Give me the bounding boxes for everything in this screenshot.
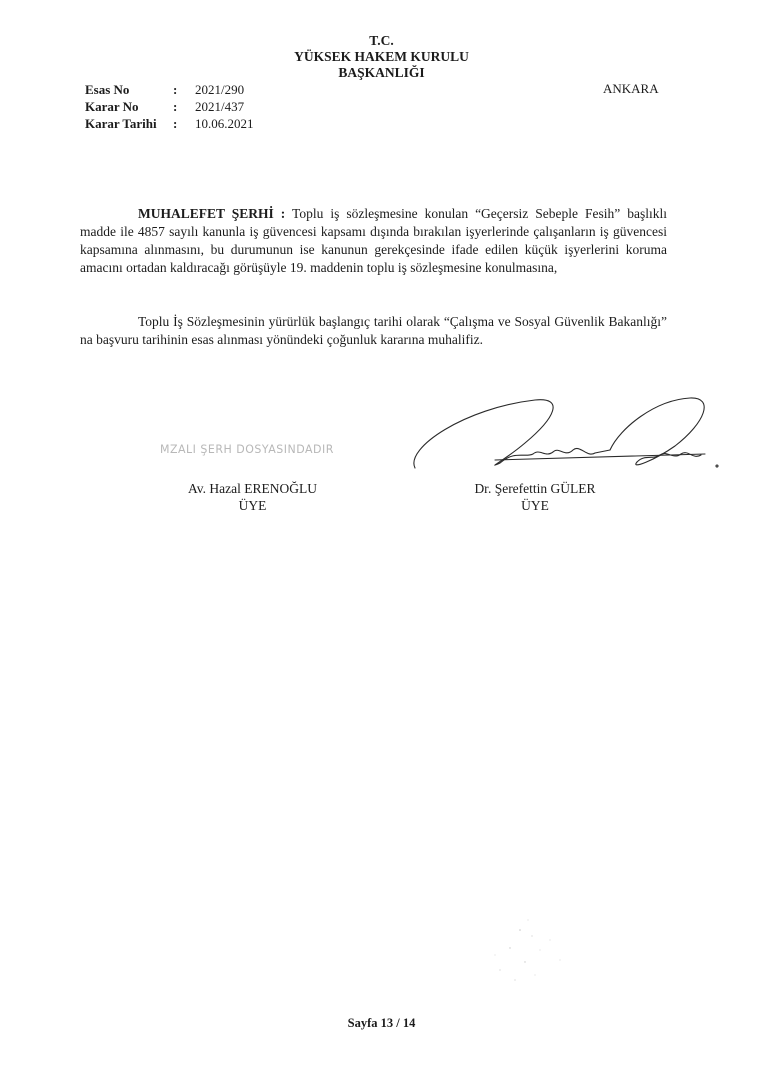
- header-presidency: BAŞKANLIĞI: [338, 65, 425, 80]
- tarih-value: 10.06.2021: [195, 116, 254, 131]
- tarih-row: [85, 115, 254, 132]
- signature-scribble: [405, 388, 735, 488]
- dissent-paragraph: [80, 205, 667, 277]
- header-tc: T.C.: [369, 33, 394, 48]
- second-paragraph: [80, 313, 667, 349]
- esas-colon: :: [173, 82, 178, 97]
- faint-stamp: MZALI ŞERH DOSYASINDADIR: [160, 442, 334, 457]
- tarih-label: Karar Tarihi: [85, 116, 157, 131]
- dissent-heading: MUHALEFET ŞERHİ :: [138, 206, 286, 221]
- header-institution: YÜKSEK HAKEM KURULU: [294, 49, 469, 64]
- signer-2: [450, 480, 620, 514]
- signer-1: [160, 480, 345, 514]
- city-label: ANKARA: [603, 81, 659, 96]
- second-text: Toplu İş Sözleşmesinin yürürlük başlangıç tarihi olarak “Çalışma ve Sosyal Güvenlik Bakanlığı” na başvuru tarihinin esas alınması yönündeki çoğunluk kararına muhalifiz.: [80, 314, 667, 347]
- esas-value: 2021/290: [195, 82, 245, 97]
- esas-label: Esas No: [85, 82, 130, 97]
- signer-2-title: ÜYE: [521, 498, 549, 513]
- karar-row: [85, 98, 254, 115]
- signer-1-name: Av. Hazal ERENOĞLU: [188, 481, 317, 496]
- karar-value: 2021/437: [195, 99, 245, 114]
- signer-1-title: ÜYE: [238, 498, 267, 513]
- dissent-text: Toplu iş sözleşmesine konulan “Geçersiz Sebeple Fesih” başlıklı madde ile 4857 sayılı kanunla iş güvencesi kapsamı dışında bırakılan işyerlerinde çalışanların iş güvencesi kapsamına alınmasını, bu durumunun ise kanunun gerekçesinde ifade edilen küçük işyerlerini koruma amacını ortadan kaldıracağı görüşüyle 19. maddenin toplu iş sözleşmesine konulmasına,: [80, 206, 667, 275]
- case-meta: [85, 81, 254, 132]
- esas-row: [85, 81, 254, 98]
- karar-label: Karar No: [85, 99, 139, 114]
- scan-specks: [470, 900, 600, 1000]
- tarih-colon: :: [173, 116, 178, 131]
- signer-2-name: Dr. Şerefettin GÜLER: [474, 481, 596, 496]
- karar-colon: :: [173, 99, 178, 114]
- page-number: Sayfa 13 / 14: [347, 1016, 416, 1030]
